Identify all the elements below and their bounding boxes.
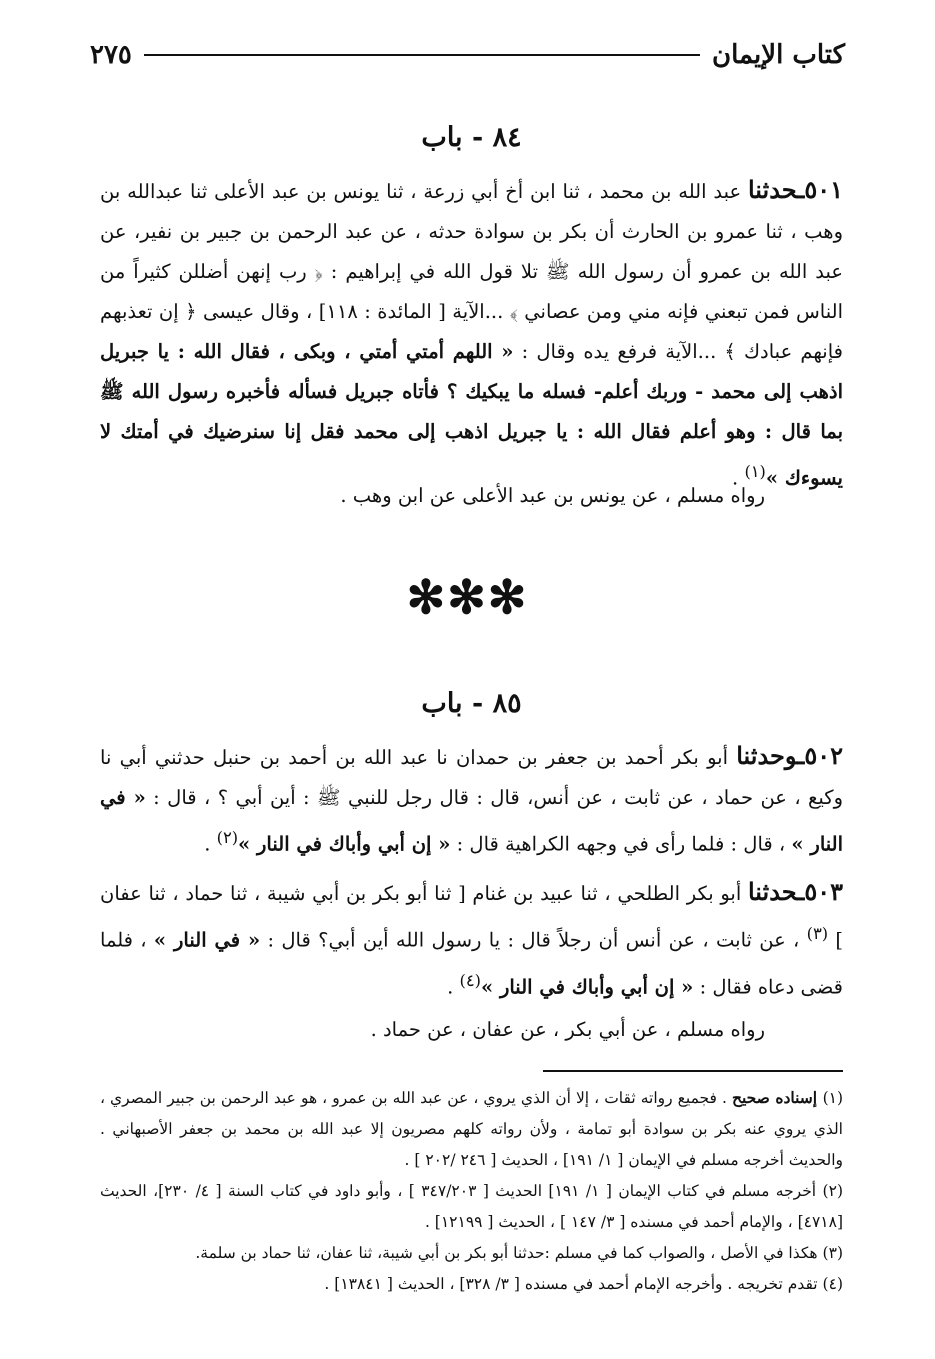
footnote-2 <box>100 1176 843 1238</box>
hadith-isnad: عبد الله بن محمد ، ثنا ابن أخ أبي زرعة ، ثنا يونس بن عبد الأعلى ثنا عبدالله بن وهب ، ثنا عمرو بن الحارث أن بكر بن سوادة حدثه ، عن عبد الرحمن بن جبير بن نفير، عن عبد الله بن عمرو أن رسول الله ﷺ تلا قول الله في إبراهيم : ﴿ رب إنهن أضللن كثيراً من الناس فمن تبعني فإنه مني ومن عصاني ﴾ ...الآية [ المائدة : ١١٨] ، وقال عيسى ﴿ إن تعذبهم فإنهم عبادك ﴾ ...الآية فرفع يده وقال : <box>100 180 843 363</box>
footnote-text: . فجميع رواته ثقات ، إلا أن الذي يروي ، عن عبد الله بن عمرو ، هو عبد الرحمن بن جبير المصري ، الذي يروي عنه بكر بن سوادة أبو تمامة ، ولأن رواته كلهم مصريون إلا عبد الله بن محمد بن جعفر الأصبهاني . والحديث أخرجه مسلم في الإيمان [ ١/ ١٩١] ، الحديث [ ٢٤٦ /٢٠٢ ] . <box>100 1089 843 1169</box>
footnote-mark: (١) <box>822 1089 844 1107</box>
hadith-503-text <box>100 872 843 1007</box>
header-rule <box>144 54 700 56</box>
section-divider-stars: ✻✻✻ <box>406 570 529 624</box>
hadith-isnad: أبو بكر أحمد بن جعفر بن حمدان نا عبد الله بن أحمد بن حنبل حدثني أبي نا وكيع ، عن حماد ، عن ثابت ، عن أنس، قال : قال رجل للنبي ﷺ : أين أبي ؟ ، قال : <box>100 746 843 809</box>
sentence-end: . <box>204 832 217 856</box>
hadith-text: ، فلما قضى دعاه فقال : <box>100 928 843 998</box>
hadith-text: ، قال : فلما رأى في وجهه الكراهية قال : <box>450 832 792 856</box>
footnote-ref: (٤) <box>459 970 481 990</box>
footnote-emphasis: إسناده صحيح <box>731 1088 823 1107</box>
footnote-4 <box>100 1269 843 1300</box>
hadith-number: ٥٠٣ـحدثنا <box>747 877 843 906</box>
footnote-1 <box>100 1082 843 1176</box>
sentence-end: . <box>447 975 460 998</box>
hadith-matn: « اللهم أمتي أمتي ، وبكى ، فقال الله : يا جبريل اذهب إلى محمد - وربك أعلم- فسله ما يبكيك ؟ فأتاه جبريل فسأله فأخبره رسول الله ﷺ بما قال : وهو أعلم فقال الله : يا جبريل اذهب إلى محمد فقل إنا سنرضيك في أمتك لا يسوءك » <box>100 340 843 490</box>
footnote-mark: (٤) <box>822 1275 843 1293</box>
hadith-503 <box>100 872 843 1007</box>
footnote-separator <box>543 1070 843 1072</box>
hadith-matn: « إن أبي وأباك في النار » <box>480 975 694 998</box>
hadith-number: ٥٠١ـحدثنا <box>747 175 843 204</box>
book-title: كتاب الإيمان <box>711 40 845 70</box>
footnote-text: تقدم تخريجه . وأخرجه الإمام أحمد في مسنده [ ٣/ ٣٢٨] ، الحديث [ ١٣٨٤١] . <box>324 1275 823 1293</box>
hadith-text: ، عن ثابت ، عن أنس أن رجلاً قال : يا رسول الله أين أبي؟ قال : <box>260 928 807 952</box>
footnote-ref: (١) <box>744 462 766 481</box>
footnote-3 <box>100 1238 843 1269</box>
narration-501: رواه مسلم ، عن يونس بن عبد الأعلى عن ابن وهب . <box>340 484 765 507</box>
chapter-heading-85: ٨٥ - باب <box>421 688 522 719</box>
footnotes <box>100 1082 843 1300</box>
hadith-501 <box>100 170 843 499</box>
footnote-ref: (٢) <box>216 828 239 847</box>
chapter-heading-84: ٨٤ - باب <box>421 122 522 153</box>
hadith-502 <box>100 736 843 865</box>
footnote-text: هكذا في الأصل ، والصواب كما في مسلم :حدثنا أبو بكر بن أبي شيبة، ثنا عفان، ثنا حماد بن سلمة. <box>195 1244 823 1262</box>
hadith-501-text <box>100 170 843 499</box>
page-number: ٢٧٥ <box>90 40 132 70</box>
footnote-ref: (٣) <box>806 924 829 943</box>
hadith-number: ٥٠٢ـوحدثنا <box>736 741 843 770</box>
footnote-mark: (٢) <box>822 1182 843 1200</box>
footnote-mark: (٣) <box>822 1244 843 1262</box>
narration-503: رواه مسلم ، عن أبي بكر ، عن عفان ، عن حماد . <box>370 1018 765 1041</box>
hadith-matn: « في النار » <box>153 928 261 952</box>
hadith-isnad: أبو بكر الطلحي ، ثنا عبيد بن غنام [ ثنا أبو بكر بن أبي شيبة ، ثنا حماد ، ثنا عفان ] <box>100 882 843 952</box>
running-header <box>90 30 845 80</box>
footnote-text: أخرجه مسلم في كتاب الإيمان [ ١/ ١٩١] الحديث [ ٣٤٧/٢٠٣ ] ، وأبو داود في كتاب السنة [ ٤/ ٢٣٠]، الحديث [٤٧١٨] ، والإمام أحمد في مسنده [ ٣/ ١٤٧ ] ، الحديث [ ١٢١٩٩] . <box>100 1182 843 1231</box>
hadith-502-text <box>100 736 843 865</box>
hadith-matn: « في النار » <box>100 786 843 856</box>
sentence-end: . <box>732 466 745 490</box>
hadith-matn: « إن أبي وأباك في النار » <box>238 832 451 856</box>
